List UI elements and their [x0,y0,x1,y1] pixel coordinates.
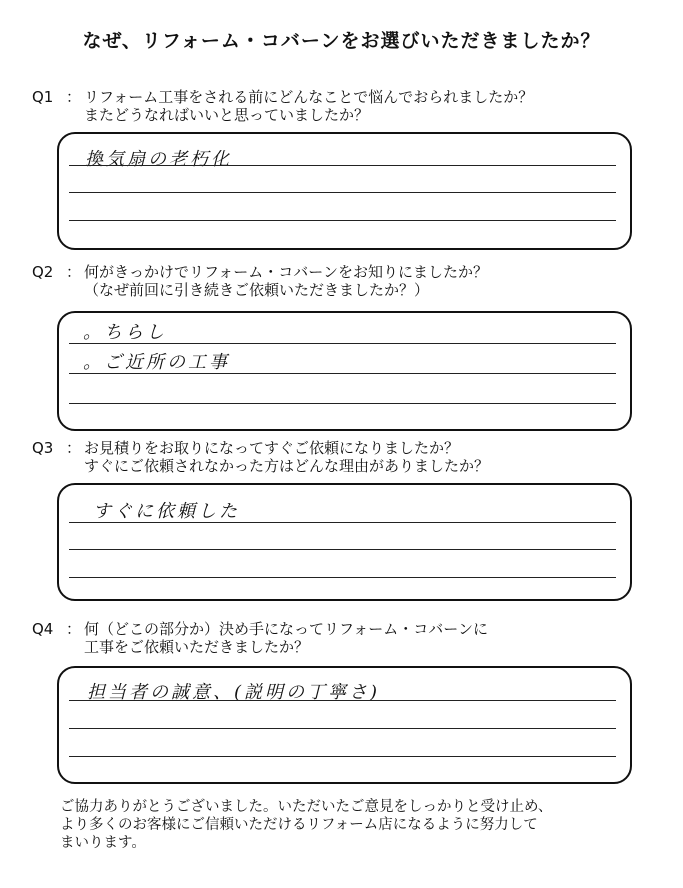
handwritten-answer: 担当者の誠意、(説明の丁寧さ) [87,682,381,703]
writing-line [69,549,616,550]
writing-line [69,756,616,757]
colon: ： [66,620,82,638]
question-2 [32,263,488,299]
writing-line [69,165,616,166]
handwritten-answer: すぐに依頼した [93,501,240,522]
question-4 [32,620,488,656]
closing-line: まいります。 [60,835,146,851]
handwritten-answer: 。ご近所の工事 [83,352,230,373]
answer-box-2[interactable] [57,311,632,431]
question-text: またどうなればいいと思っていましたか？ [84,106,370,124]
question-number: Q3 [32,439,54,457]
question-text: 工事をご依頼いただきましたか？ [84,638,310,656]
question-text: 何がきっかけでリフォーム・コバーンをお知りにましたか？ [84,263,488,281]
question-text: 何（どこの部分か）決め手になってリフォーム・コバーンに [84,620,488,638]
question-number: Q2 [32,263,54,281]
writing-line [69,403,616,404]
closing-line: より多くのお客様にご信頼いただけるリフォーム店になるように努力して [60,817,538,833]
writing-line [69,522,616,523]
question-text: すぐにご依頼されなかった方はどんな理由がありましたか？ [84,457,490,475]
writing-line [69,700,616,701]
answer-box-4[interactable] [57,666,632,784]
question-text: （なぜ前回に引き続きご依頼いただきましたか？） [84,281,430,299]
colon: ： [66,439,82,457]
writing-line [69,728,616,729]
closing-message [60,798,552,852]
answer-box-1[interactable] [57,132,632,250]
colon: ： [66,88,82,106]
page-title: なぜ、リフォーム・コバーンをお選びいただきましたか？ [82,30,601,52]
handwritten-answer: 。ちらし [83,322,167,343]
writing-line [69,577,616,578]
question-1 [32,88,533,124]
answer-box-3[interactable] [57,483,632,601]
writing-line [69,373,616,374]
writing-line [69,343,616,344]
colon: ： [66,263,82,281]
writing-line [69,220,616,221]
question-number: Q1 [32,88,54,106]
handwritten-answer: 換気扇の老朽化 [85,149,232,170]
question-3 [32,439,489,475]
question-text: リフォーム工事をされる前にどんなことで悩んでおられましたか？ [84,88,534,106]
question-number: Q4 [32,620,54,638]
question-text: お見積りをお取りになってすぐご依頼になりましたか？ [84,439,460,457]
closing-line: ご協力ありがとうございました。いただいたご意見をしっかりと受け止め、 [60,799,553,815]
writing-line [69,192,616,193]
